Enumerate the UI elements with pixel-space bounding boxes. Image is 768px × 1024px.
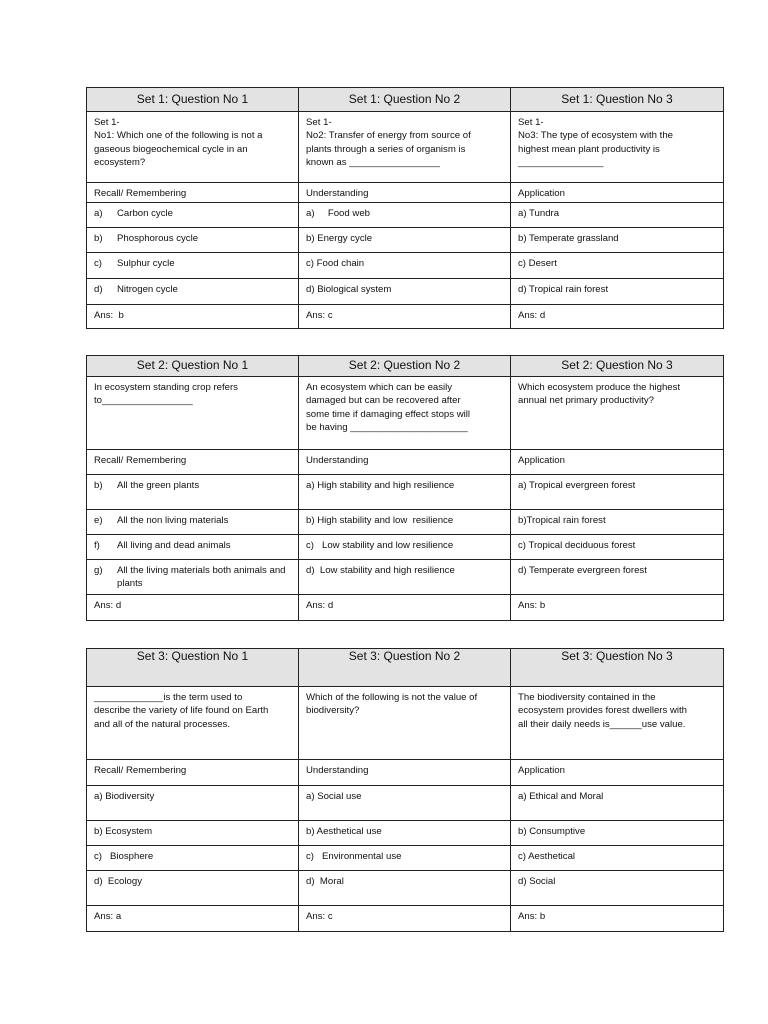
answer-option: b) Energy cycle [299, 228, 511, 253]
answer-option: b) Temperate grassland [511, 228, 724, 253]
cognitive-level: Recall/ Remembering [87, 450, 299, 475]
answer-option: c) Low stability and low resilience [299, 535, 511, 560]
question-text-line: biodiversity? [306, 705, 360, 717]
question-header: Set 2: Question No 2 [299, 356, 511, 377]
answer-option [87, 253, 299, 279]
cognitive-level: Application [511, 760, 724, 786]
question-text [299, 687, 511, 760]
question-header: Set 1: Question No 3 [511, 88, 724, 112]
question-text-line: and all of the natural processes. [94, 718, 230, 730]
option-label: g) [94, 565, 103, 576]
option-text: Carbon cycle [117, 208, 173, 220]
question-header: Set 1: Question No 1 [87, 88, 299, 112]
question-text-line: annual net primary productivity? [518, 395, 654, 407]
cognitive-level: Understanding [299, 760, 511, 786]
question-text-line: Which of the following is not the value of [306, 692, 478, 703]
question-set-table [86, 355, 724, 621]
question-text-line: be having ______________________ [306, 421, 468, 433]
answer-option: d) Low stability and high resilience [299, 560, 511, 595]
question-text-line: No3: The type of ecosystem with the [518, 130, 673, 142]
question-text-line: Set 1- [306, 117, 332, 128]
answer-key: Ans: b [87, 305, 299, 329]
question-set-table [86, 87, 724, 329]
option-text: Sulphur cycle [117, 258, 175, 270]
option-text: Nitrogen cycle [117, 284, 178, 296]
cognitive-level: Understanding [299, 183, 511, 203]
option-text: All living and dead animals [117, 540, 231, 551]
question-text-line: Which ecosystem produce the highest [518, 382, 681, 393]
question-text-line: No1: Which one of the following is not a [94, 130, 263, 142]
question-text-line: No2: Transfer of energy from source of [306, 130, 471, 142]
question-text [511, 112, 724, 183]
question-text-line: some time if damaging effect stops will [306, 408, 471, 420]
question-header: Set 1: Question No 2 [299, 88, 511, 112]
question-header: Set 3: Question No 3 [511, 649, 724, 687]
answer-key: Ans: c [299, 305, 511, 329]
answer-option: c) Aesthetical [511, 846, 724, 871]
answer-option: b) Aesthetical use [299, 821, 511, 846]
answer-option: d) Social [511, 871, 724, 906]
answer-option: c) Desert [511, 253, 724, 279]
question-text-line: gaseous biogeochemical cycle in an [94, 143, 248, 155]
answer-option: c) Environmental use [299, 846, 511, 871]
answer-key: Ans: d [511, 305, 724, 329]
question-set-table [86, 648, 724, 932]
question-text-line: known as _________________ [306, 156, 440, 168]
answer-option: b) High stability and low resilience [299, 510, 511, 535]
answer-option [87, 203, 299, 228]
question-text-line: In ecosystem standing crop refers [94, 382, 238, 393]
option-text: Phosphorous cycle [117, 233, 199, 245]
answer-option [87, 510, 299, 535]
option-label: b) [94, 233, 103, 245]
answer-option: a) Food web [299, 203, 511, 228]
question-text-line: ecosystem? [94, 156, 146, 168]
answer-option: c) Tropical deciduous forest [511, 535, 724, 560]
question-text-line: highest mean plant productivity is [518, 143, 660, 155]
question-text [511, 687, 724, 760]
question-text [87, 377, 299, 450]
answer-option: a) High stability and high resilience [299, 475, 511, 510]
answer-option [87, 560, 299, 595]
option-text: All the non living materials [117, 515, 229, 526]
answer-option: d) Biological system [299, 279, 511, 305]
answer-option: d) Ecology [87, 871, 299, 906]
question-text-line: An ecosystem which can be easily [306, 382, 453, 393]
question-text-line: _____________is the term used to [94, 692, 243, 703]
cognitive-level: Application [511, 450, 724, 475]
answer-option [87, 228, 299, 253]
question-text [87, 112, 299, 183]
option-label: a) [94, 208, 103, 220]
answer-option [87, 279, 299, 305]
question-text-line: damaged but can be recovered after [306, 395, 461, 407]
question-text-line: to_________________ [94, 395, 193, 407]
question-text-line: Set 1- [94, 117, 120, 128]
question-text [511, 377, 724, 450]
question-header: Set 3: Question No 2 [299, 649, 511, 687]
question-header: Set 3: Question No 1 [87, 649, 299, 687]
question-text [299, 377, 511, 450]
answer-key: Ans: b [511, 906, 724, 932]
answer-key: Ans: d [87, 595, 299, 621]
answer-option: a) Tropical evergreen forest [511, 475, 724, 510]
option-label: f) [94, 540, 100, 551]
answer-option: d) Moral [299, 871, 511, 906]
answer-option [87, 475, 299, 510]
answer-option: c) Biosphere [87, 846, 299, 871]
option-label: d) [94, 284, 103, 296]
question-text-line: all their daily needs is______use value. [518, 718, 686, 730]
answer-option: a) Social use [299, 786, 511, 821]
option-label: e) [94, 515, 103, 526]
answer-option: a) Tundra [511, 203, 724, 228]
option-text: All the living materials both animals and plants [117, 565, 286, 590]
answer-option: b)Tropical rain forest [511, 510, 724, 535]
answer-option: a) Biodiversity [87, 786, 299, 821]
answer-option [87, 535, 299, 560]
question-text-line: ________________ [518, 156, 604, 168]
answer-key: Ans: d [299, 595, 511, 621]
cognitive-level: Recall/ Remembering [87, 183, 299, 203]
cognitive-level: Application [511, 183, 724, 203]
answer-key: Ans: b [511, 595, 724, 621]
question-text-line: plants through a series of organism is [306, 143, 466, 155]
answer-option: c) Food chain [299, 253, 511, 279]
answer-option: a) Ethical and Moral [511, 786, 724, 821]
question-header: Set 2: Question No 1 [87, 356, 299, 377]
question-text [299, 112, 511, 183]
cognitive-level: Recall/ Remembering [87, 760, 299, 786]
option-label: b) [94, 480, 103, 491]
question-header: Set 2: Question No 3 [511, 356, 724, 377]
answer-option: b) Consumptive [511, 821, 724, 846]
question-text [87, 687, 299, 760]
cognitive-level: Understanding [299, 450, 511, 475]
answer-option: d) Temperate evergreen forest [511, 560, 724, 595]
question-text-line: ecosystem provides forest dwellers with [518, 705, 688, 717]
question-text-line: describe the variety of life found on Earth [94, 705, 269, 717]
question-text-line: Set 1- [518, 117, 544, 128]
option-label: c) [94, 258, 102, 270]
answer-option: b) Ecosystem [87, 821, 299, 846]
option-text: All the green plants [117, 480, 200, 491]
answer-option: d) Tropical rain forest [511, 279, 724, 305]
answer-key: Ans: a [87, 906, 299, 932]
question-text-line: The biodiversity contained in the [518, 692, 656, 703]
answer-key: Ans: c [299, 906, 511, 932]
